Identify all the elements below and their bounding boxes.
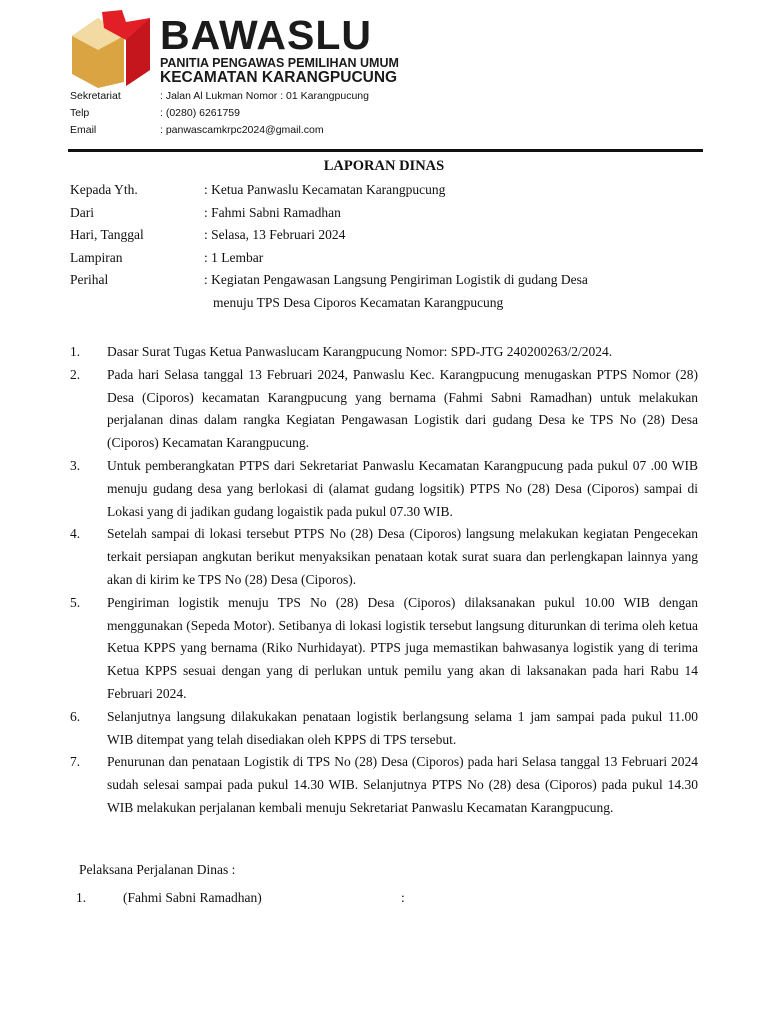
meta-label: Lampiran <box>70 250 123 265</box>
brand-block <box>160 14 399 86</box>
bawaslu-logo <box>68 10 154 88</box>
item-number: 2. <box>70 366 81 382</box>
meta-value: : Fahmi Sabni Ramadhan <box>204 205 341 220</box>
item-text: Pengiriman logistik menuju TPS No (28) Desa (Ciporos) dilaksanakan pukul 10.00 WIB dengan menggunakan (Sepeda Motor). Setibanya di lokasi logistik tersebut langsung diturunkan di terima oleh ketua Ketua KPPS yang bernama (Riko Nurhidayat). PTPS juga memastikan bahwasanya logistik yang di terima Ketua KPPS sesuai dengan yang di perlukan untuk pemilu yang akan di laksanakan pada hari Rabu 14 Februari 2024. <box>107 594 698 701</box>
meta-label: Hari, Tanggal <box>70 227 144 242</box>
signatory-name: (Fahmi Sabni Ramadhan) <box>123 890 262 905</box>
list-item <box>70 364 698 455</box>
list-item <box>70 523 698 591</box>
contact-label: Sekretariat <box>70 90 121 102</box>
signatory-number: 1. <box>76 890 87 905</box>
item-number: 7. <box>70 754 81 770</box>
item-text: Untuk pemberangkatan PTPS dari Sekretariat Panwaslu Kecamatan Karangpucung pada pukul 07 .00 WIB menuju gudang desa yang berlokasi di (alamat gudang logsitik) PTPS No (28) Desa (Ciporos) sampai di Lokasi yang di jadikan gudang logaistik pada pukul 07.30 WIB. <box>107 457 698 519</box>
item-number: 4. <box>70 526 81 542</box>
meta-value: : Selasa, 13 Februari 2024 <box>204 227 346 242</box>
meta-label: Kepada Yth. <box>70 182 138 197</box>
header-divider <box>68 149 703 152</box>
meta-value-continuation: menuju TPS Desa Ciporos Kecamatan Karangpucung <box>213 295 504 310</box>
item-number: 6. <box>70 708 81 724</box>
item-number: 1. <box>70 344 81 359</box>
executors-label: Pelaksana Perjalanan Dinas : <box>79 862 236 877</box>
item-number: 5. <box>70 594 81 610</box>
item-text: Setelah sampai di lokasi tersebut PTPS No (28) Desa (Ciporos) langsung melakukan kegiatan Pengecekan terkait persiapan angkutan berikut menyaksikan penataan kotak surat suara dan perlengkapan lainnya yang akan di kirim ke TPS No (28) Desa (Ciporos). <box>107 526 698 587</box>
meta-value: : 1 Lembar <box>204 250 264 265</box>
contact-value: : Jalan Al Lukman Nomor : 01 Karangpucung <box>160 90 369 102</box>
list-item <box>70 455 698 523</box>
list-item <box>70 592 698 706</box>
document-title: LAPORAN DINAS <box>323 158 445 174</box>
item-number: 3. <box>70 457 81 473</box>
signature-field: : <box>401 890 405 905</box>
org-subtitle: PANITIA PENGAWAS PEMILIHAN UMUM <box>160 56 399 70</box>
meta-label: Dari <box>70 205 94 220</box>
contact-value: : panwascamkrpc2024@gmail.com <box>160 124 324 136</box>
item-text: Penurunan dan penataan Logistik di TPS No (28) Desa (Ciporos) pada hari Selasa tanggal 13 Februari 2024 sudah selesai sampai pada pukul 14.30 WIB. Selanjutnya PTPS No (28) desa (Ciporos) pada pukul 14.30 WIB melakukan perjalanan kembali menuju Sekretariat Panwaslu Kecamatan Karangpucung. <box>107 754 698 815</box>
item-text: Pada hari Selasa tanggal 13 Februari 2024, Panwaslu Kec. Karangpucung menugaskan PTPS Nomor (28) Desa (Ciporos) kecamatan Karangpucung yang bernama (Fahmi Sabni Ramadhan) untuk melakukan perjalanan dinas dalam rangka Kegiatan Pengawasan Logistik dari gudang Desa ke TPS No (28) Desa (Ciporos) Kecamatan Karangpucung. <box>107 366 698 451</box>
list-item <box>70 706 698 752</box>
org-name: BAWASLU <box>160 12 372 58</box>
item-text: Selanjutnya langsung dilakukakan penataan logistik berlangsung selama 1 jam sampai pada pukul 11.00 WIB ditempat yang telah disediakan oleh KPPS di TPS tersebut. <box>107 708 698 747</box>
meta-label: Perihal <box>70 272 109 287</box>
contact-label: Telp <box>70 107 90 119</box>
meta-value: : Kegiatan Pengawasan Langsung Pengiriman Logistik di gudang Desa <box>204 272 588 287</box>
item-text: Dasar Surat Tugas Ketua Panwaslucam Karangpucung Nomor: SPD-JTG 240200263/2/2024. <box>107 344 613 359</box>
meta-value: : Ketua Panwaslu Kecamatan Karangpucung <box>204 182 446 197</box>
org-district: KECAMATAN KARANGPUCUNG <box>160 69 398 86</box>
contact-label: Email <box>70 124 97 136</box>
list-item <box>70 751 698 819</box>
report-items <box>70 341 698 820</box>
list-item <box>70 341 698 364</box>
contact-value: : (0280) 6261759 <box>160 107 240 119</box>
